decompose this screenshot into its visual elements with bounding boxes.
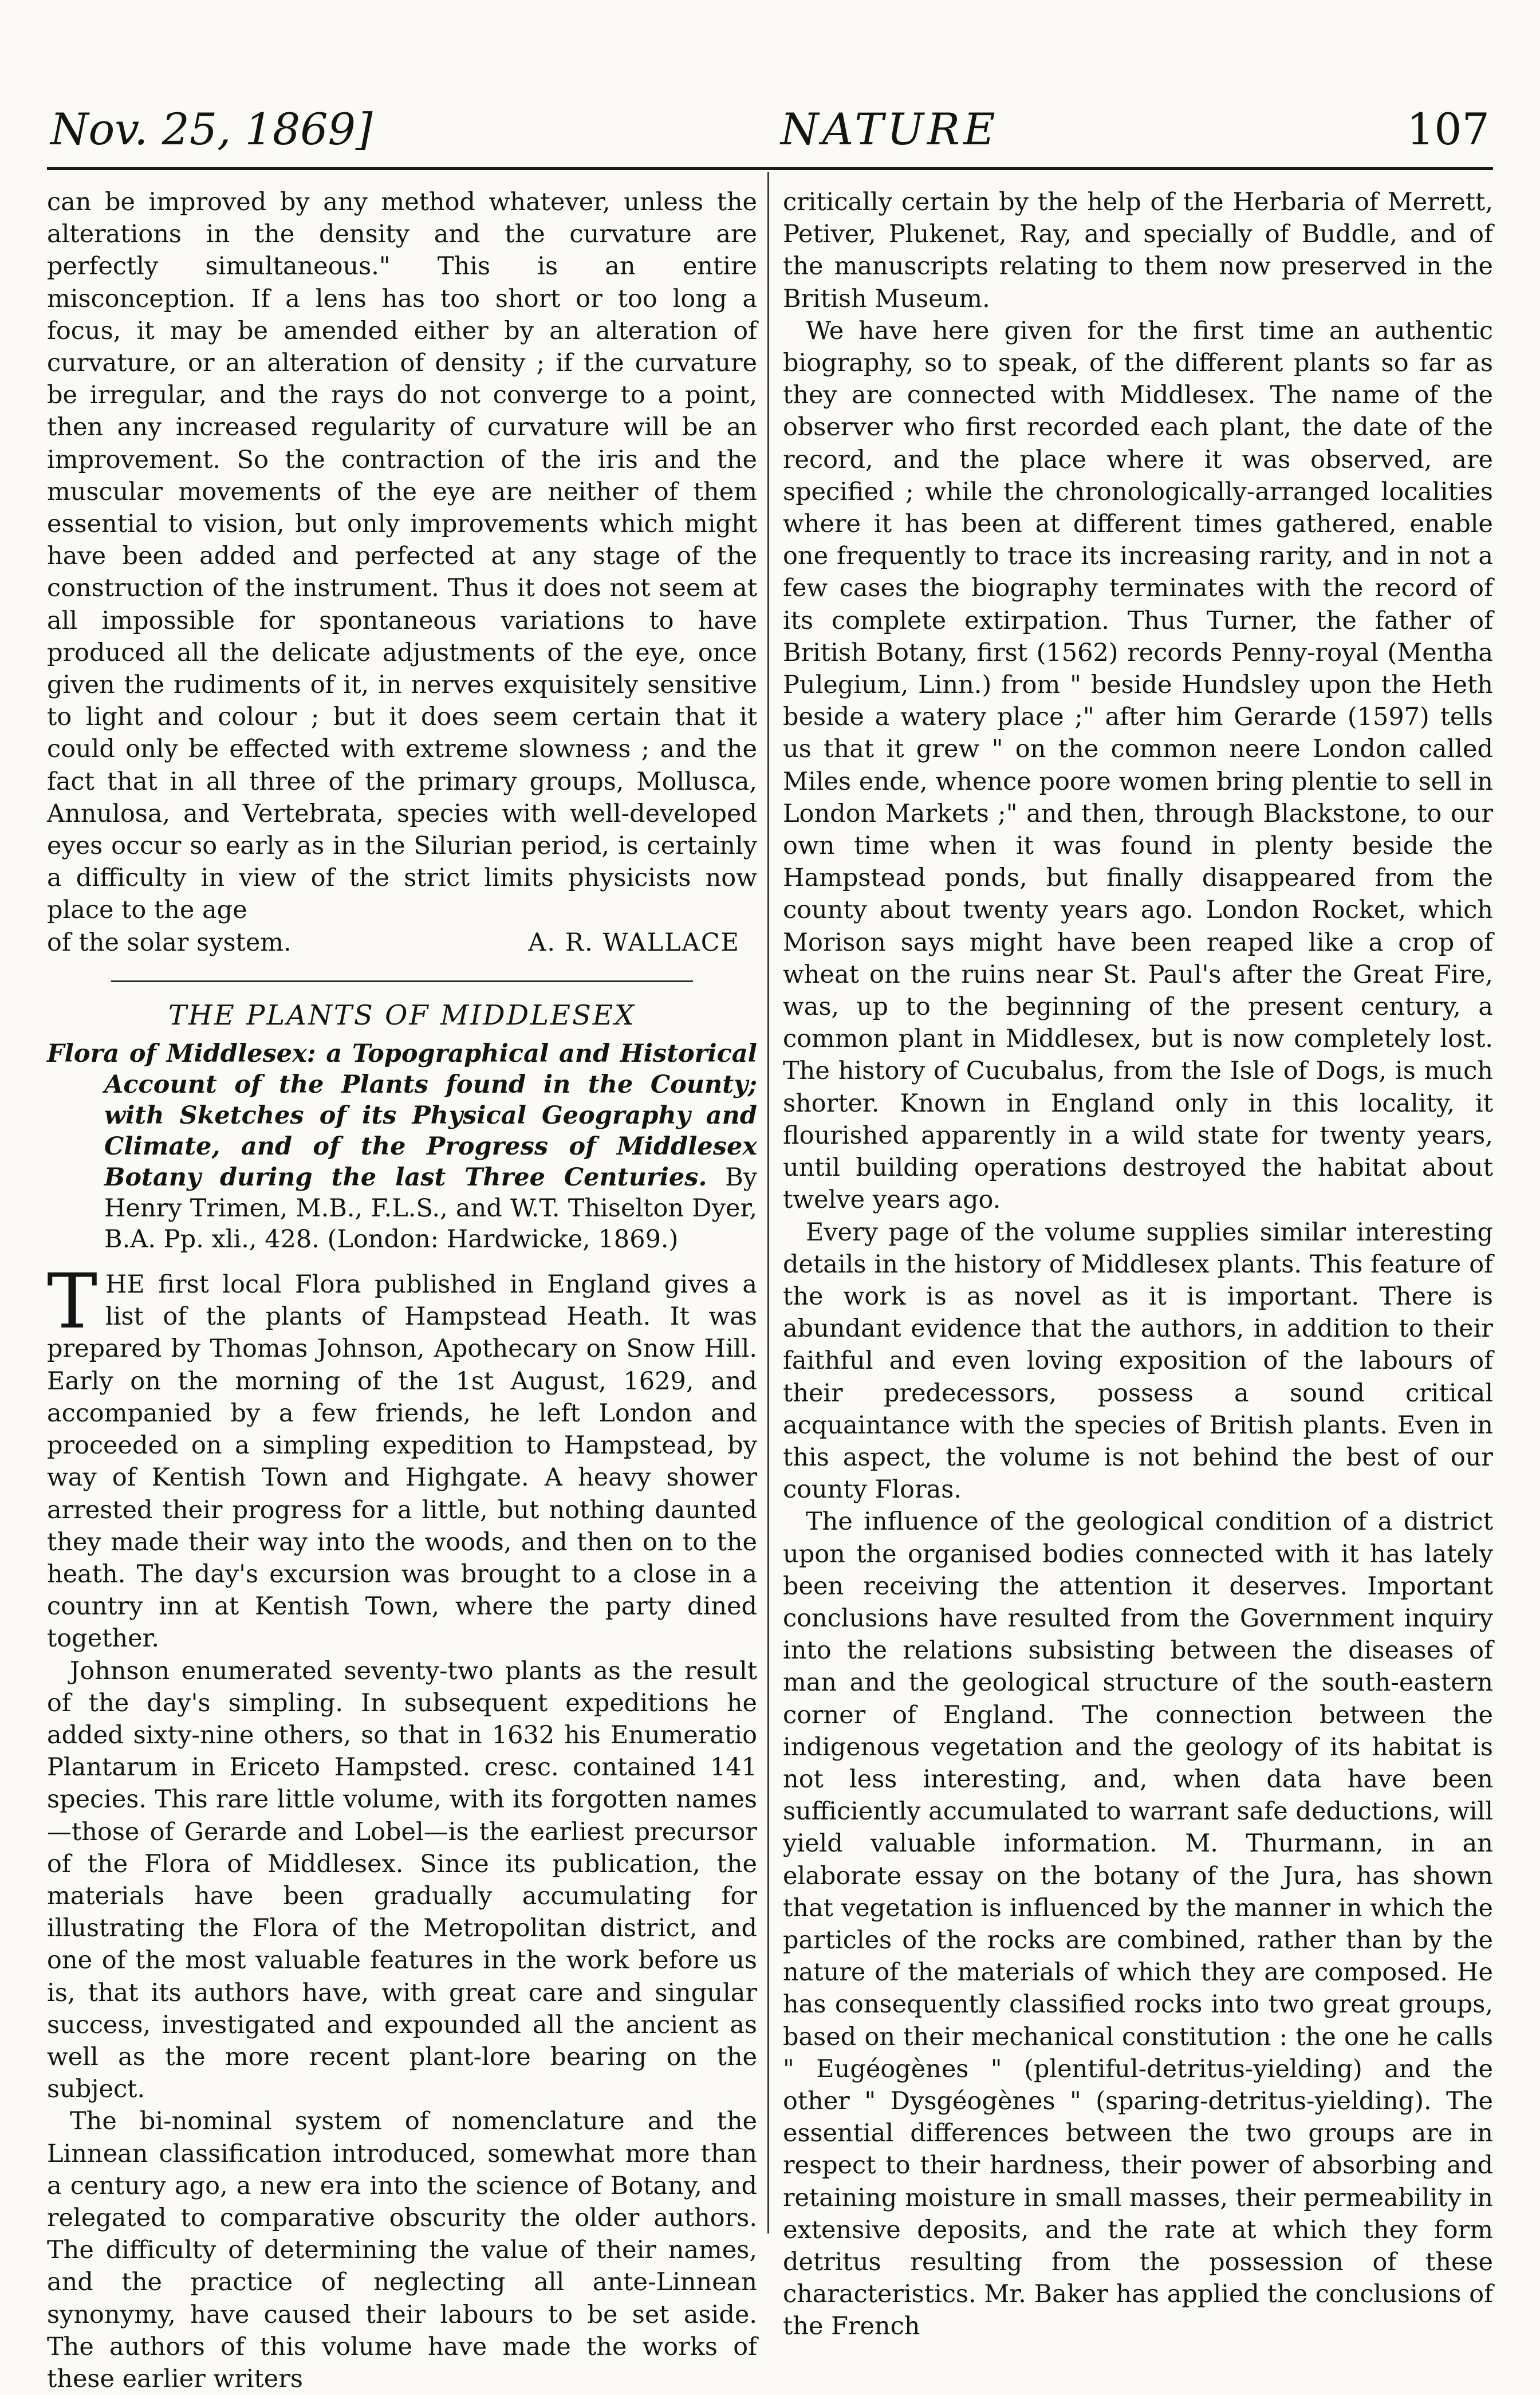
article-title: THE PLANTS OF MIDDLESEX [168,999,636,1031]
closing-line-text: of the solar system. [47,928,292,957]
book-details: By Henry Trimen, M.B., F.L.S., and W.T. Thiselton Dyer, B.A. Pp. xli., 428. (London: Hardwicke, 1869.) [104,1163,757,1254]
page-number: 107 [1406,103,1490,155]
page-header [50,97,1490,160]
left-column [47,186,757,2395]
continued-paragraph: can be improved by any method whatever, unless the alterations in the density and the curvature are perfectly simultaneous." This is an entire misconception. If a lens has too short or too long a focus, it may be amended either by an alteration of curvature, or an alteration of density ; if the curvature be irregular, and the rays do not converge to a point, then any increased regularity of curvature will be an improvement. So the contraction of the iris and the muscular movements of the eye are neither of them essential to vision, but only improvements which might have been added and perfected at any stage of the construction of the instrument. Thus it does not seem at all impossible for spontaneous variations to have produced all the delicate adjustments of the eye, once given the rudiments of it, in nerves exquisitely sensitive to light and colour ; but it does seem certain that it could only be effected with extreme slowness ; and the fact that in all three of the primary groups, Mollusca, Annulosa, and Vertebrata, species with well-developed eyes occur so early as in the Silurian period, is certainly a difficulty in view of the strict limits physicists now place to the age [47,188,757,925]
closing-signature-line [47,927,757,959]
drop-cap: T [47,1258,98,1346]
body-paragraph: Every page of the volume supplies similar interesting details in the history of Middlesex plants. This feature of the work is as novel as it is important. There is abundant evidence that the authors, in addition to their faithful and even loving exposition of the labours of their predecessors, possess a sound critical acquaintance with the species of British plants. Even in this aspect, the volume is not behind the best of our county Floras. [783,1218,1493,1504]
body-paragraph: We have here given for the first time an authentic biography, so to speak, of the different plants so far as they are connected with Middlesex. The name of the observer who first recorded each plant, the date of the record, and the place where it was observed, are specified ; while the chronologically-arranged localities where it has been at different times gathered, enable one frequently to trace its increasing rarity, and in not a few cases the biography terminates with the record of its complete extirpation. Thus Turner, the father of British Botany, first (1562) records Penny-royal (Mentha Pulegium, Linn.) from " beside Hundsley upon the Heth beside a watery place ;" after him Gerarde (1597) tells us that it grew " on the common neere London called Miles ende, whence poore women bring plentie to sell in London Markets ;" and then, through Blackstone, to our own time when it was found in plenty beside the Hampstead ponds, but finally disappeared from the county about twenty years ago. London Rocket, which Morison says might have been reaped like a crop of wheat on the ruins near St. Paul's after the Great Fire, was, up to the beginning of the present century, a common plant in Middlesex, but is now completely lost. The history of Cucubalus, from the Isle of Dogs, is much shorter. Known in England only in this locality, it flourished apparently in a wild state for twenty years, until building operations destroyed the habitat about twelve years ago. [783,316,1493,1215]
journal-title: NATURE [780,103,999,155]
opening-paragraph-text: HE first local Flora published in England gives a list of the plants of Hampstead Heath. It was prepared by Thomas Johnson, Apothecary on Snow Hill. Early on the morning of the 1st August, 1629, and accompanied by a few friends, he left London and proceeded on a simpling expedition to Hampstead, by way of Kentish Town and Highgate. A heavy shower arrested their progress for a little, but nothing daunted they made their way into the woods, and then on to the heath. The day's excursion was brought to a close in a country inn at Kentish Town, where the party dined together. [47,1270,757,1653]
section-divider [111,980,694,982]
opening-paragraph [47,1258,757,1655]
body-paragraph: The bi-nominal system of nomenclature and the Linnean classification introduced, somewhat more than a century ago, a new era into the science of Botany, and relegated to comparative obscurity the older authors. The difficulty of determining the value of their names, and the practice of neglecting all ante-Linnean synonymy, have caused their labours to be set aside. The authors of this volume have made the works of these earlier writers [47,2107,757,2393]
right-column [783,186,1493,2343]
book-reference [47,1038,757,1255]
header-rule [47,167,1493,170]
author-signature: A. R. WALLACE [528,928,740,957]
body-paragraph: critically certain by the help of the Herbaria of Merrett, Petiver, Plukenet, Ray, and specially of Buddle, and of the manuscripts relating to them now preserved in the British Museum. [783,188,1493,313]
issue-date: Nov. 25, 1869] [50,103,373,155]
body-paragraph: The influence of the geological condition of a district upon the organised bodies connected with it has lately been receiving the attention it deserves. Important conclusions have resulted from the Government inquiry into the relations subsisting between the diseases of man and the geological structure of the south-eastern corner of England. The connection between the indigenous vegetation and the geology of its habitat is not less interesting, and, when data have been sufficiently accumulated to warrant safe deductions, will yield valuable information. M. Thurmann, in an elaborate essay on the botany of the Jura, has shown that vegetation is influenced by the manner in which the particles of the rocks are combined, rather than by the nature of the materials of which they are composed. He has consequently classified rocks into two great groups, based on their mechanical constitution : the one he calls " Eugéogènes " (plentiful-detritus-yielding) and the other " Dysgéogènes " (sparing-detritus-yielding). The essential differences between the two groups are in respect to their hardness, their power of absorbing and retaining moisture in small masses, their permeability in extensive deposits, and the rate at which they form detritus resulting from the possession of these characteristics. Mr. Baker has applied the conclusions of the French [783,1507,1493,2341]
body-paragraph: Johnson enumerated seventy-two plants as the result of the day's simpling. In subsequent expeditions he added sixty-nine others, so that in 1632 his Enumeratio Plantarum in Ericeto Hampsted. cresc. contained 141 species. This rare little volume, with its forgotten names—those of Gerarde and Lobel—is the earliest precursor of the Flora of Middlesex. Since its publication, the materials have been gradually accumulating for illustrating the Flora of the Metropolitan district, and one of the most valuable features in the work before us is, that its authors have, with great care and singular success, investigated and expounded all the ancient as well as the more recent plant-lore bearing on the subject. [47,1656,757,2104]
book-title: Flora of Middlesex: a Topographical and Historical Account of the Plants found in the County; with Sketches of its Physical Geography and Climate, and of the Progress of Middlesex Botany during the last Three Centuries. [47,1039,757,1192]
column-divider [767,172,769,2234]
